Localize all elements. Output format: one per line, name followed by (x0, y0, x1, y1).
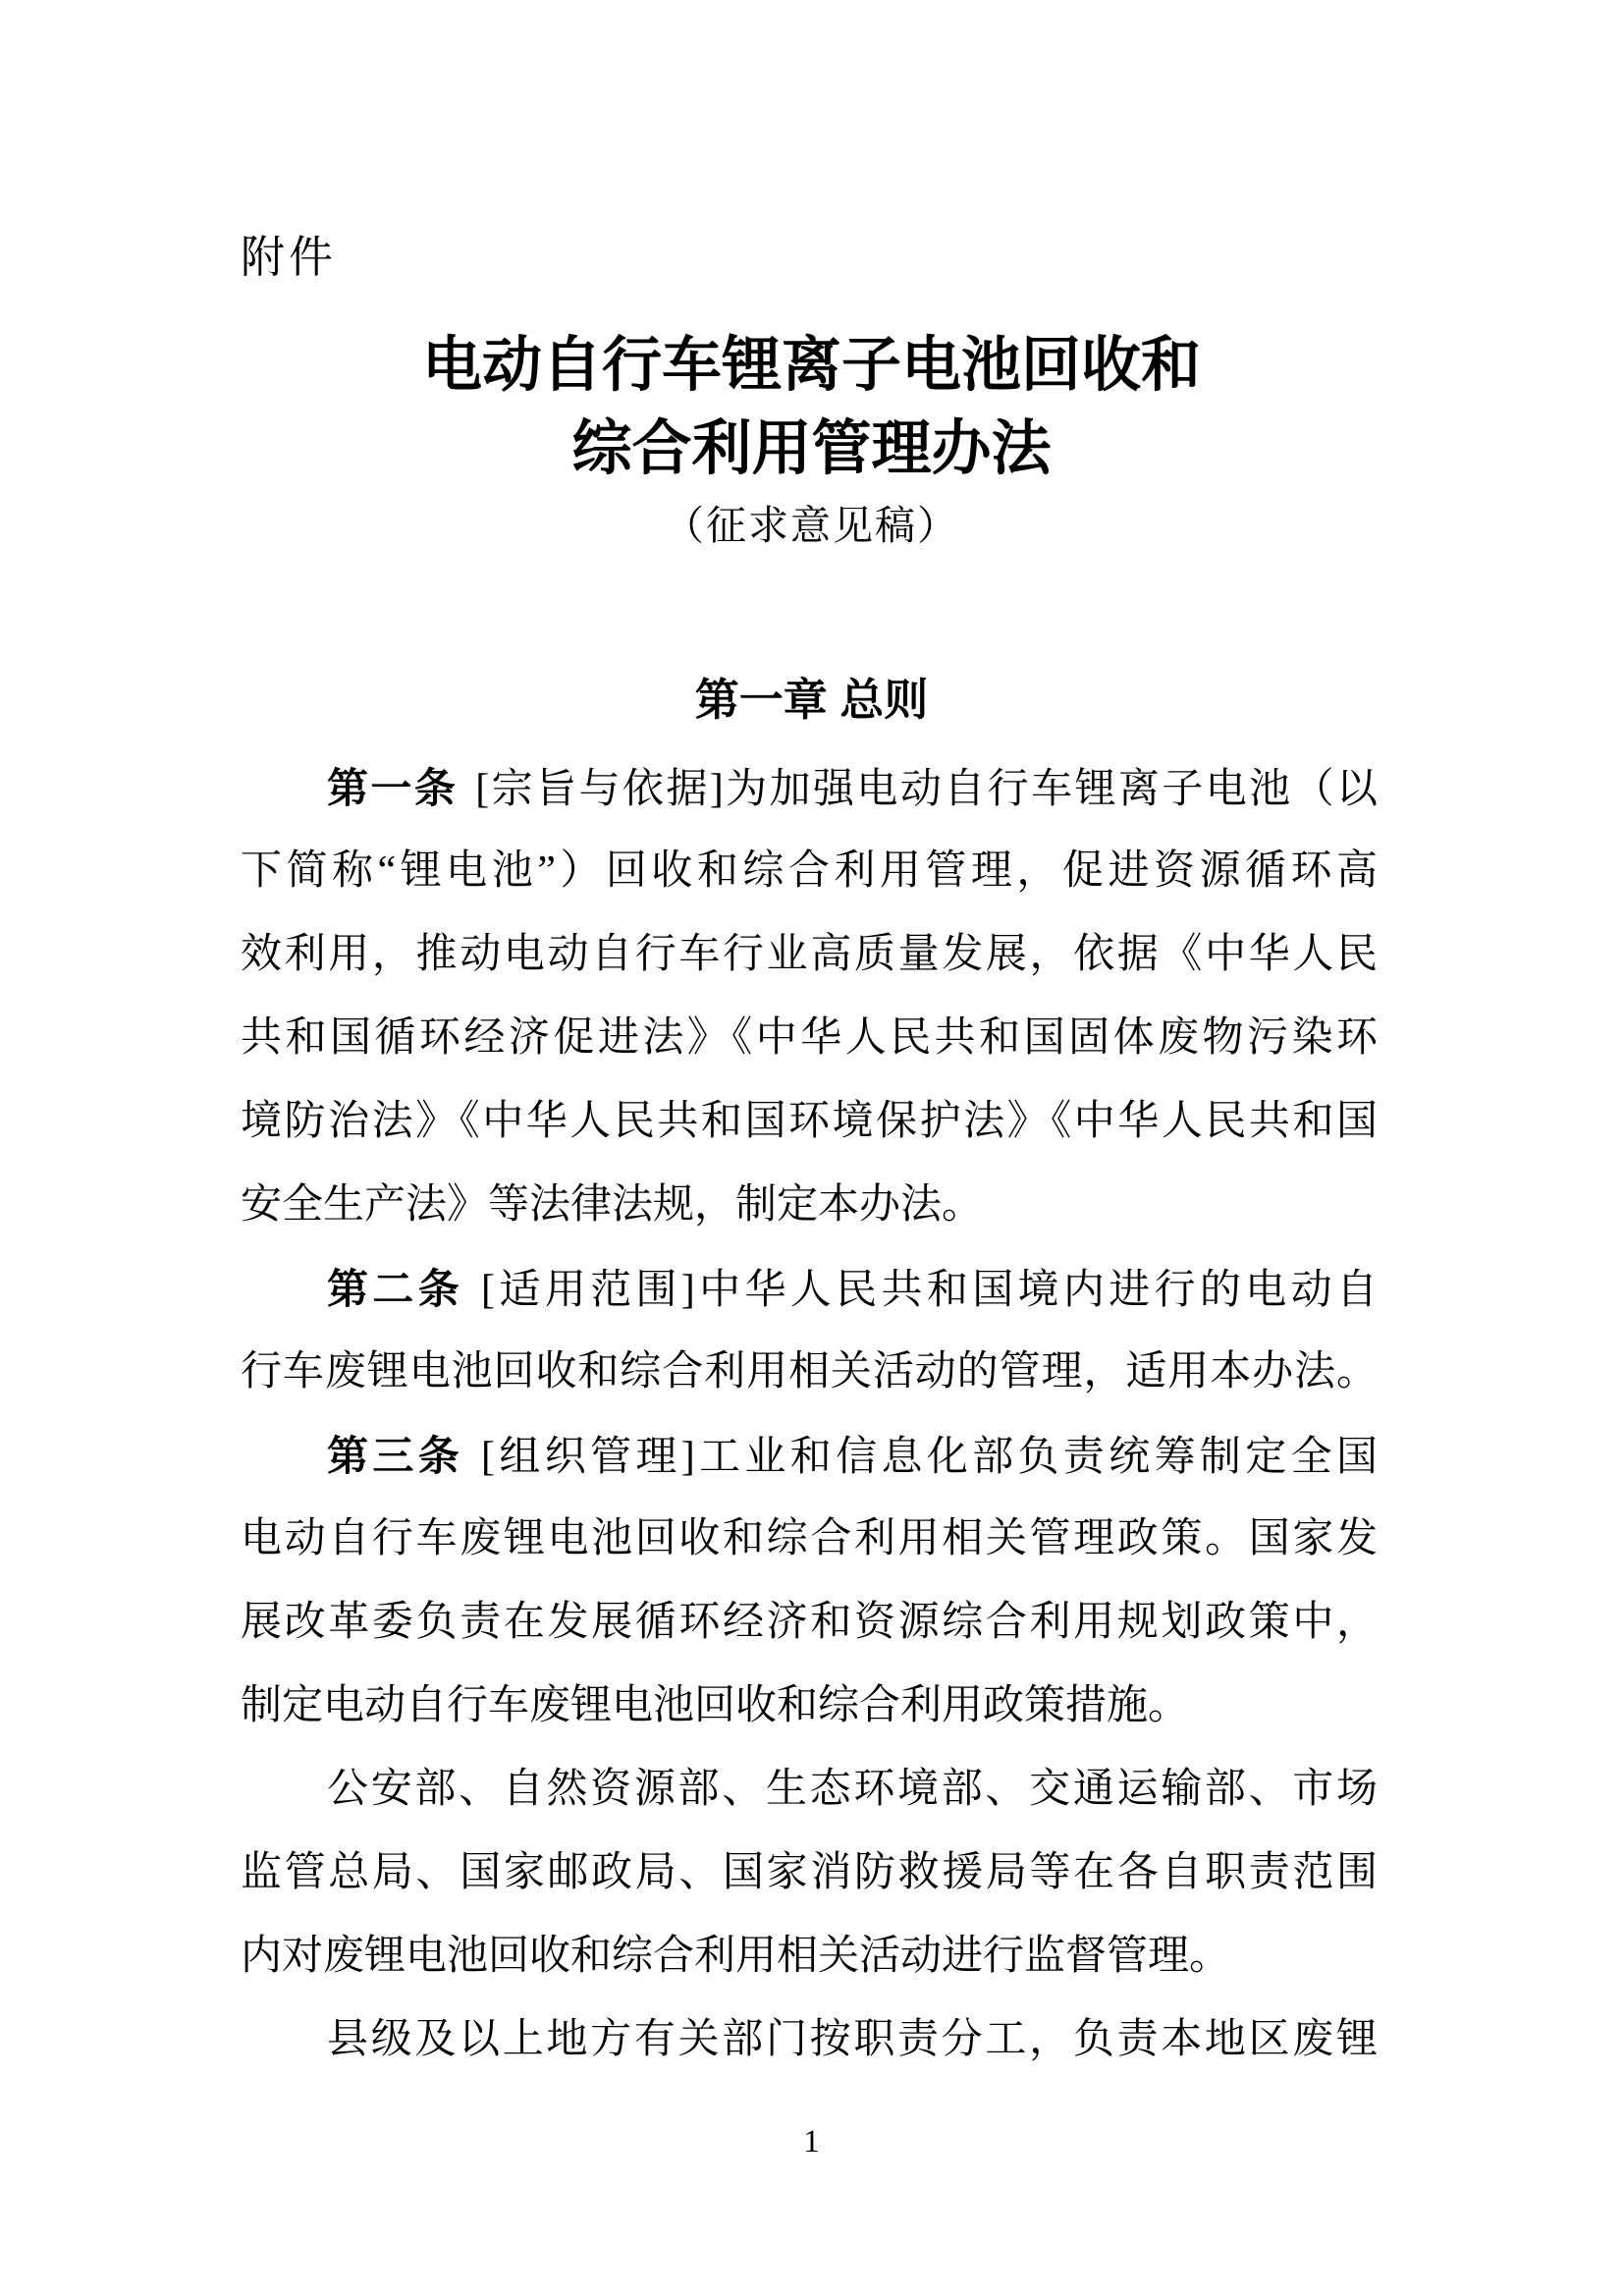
body-line: 县级及以上地方有关部门按职责分工，负责本地区废锂 (327, 2017, 1378, 2062)
page-number: 1 (803, 2124, 820, 2159)
title-line-2: 综合利用管理办法 (571, 416, 1052, 482)
body-line: 第二条 [适用范围]中华人民共和国境内进行的电动自 (327, 1266, 1378, 1313)
body-line: 展改革委负责在发展循环经济和资源综合利用规划政策中， (241, 1600, 1378, 1645)
article-number: 第三条 (327, 1433, 464, 1479)
article-number: 第二条 (327, 1266, 464, 1312)
body-line: 电动自行车废锂电池回收和综合利用相关管理政策。国家发 (241, 1516, 1378, 1561)
body-line: 行车废锂电池回收和综合利用相关活动的管理，适用本办法。 (241, 1349, 1378, 1394)
body-line: 安全生产法》等法律法规，制定本办法。 (241, 1182, 984, 1228)
body-line: 境防治法》《中华人民共和国环境保护法》《中华人民共和国 (241, 1099, 1378, 1144)
body-line: 效利用，推动电动自行车行业高质量发展，依据《中华人民 (241, 932, 1378, 977)
body-line: 共和国循环经济促进法》《中华人民共和国固体废物污染环 (241, 1015, 1378, 1061)
body-line: 内对废锂电池回收和综合利用相关活动进行监督管理。 (241, 1934, 1231, 1979)
body-text (241, 746, 1378, 2082)
body-line: 第一条 [宗旨与依据]为加强电动自行车锂离子电池（以 (327, 765, 1378, 812)
body-line: 公安部、自然资源部、生态环境部、交通运输部、市场 (327, 1767, 1378, 1812)
body-line: 第三条 [组织管理]工业和信息化部负责统筹制定全国 (327, 1433, 1378, 1480)
body-line: 制定电动自行车废锂电池回收和综合利用政策措施。 (241, 1683, 1190, 1728)
article-number: 第一条 (327, 765, 459, 811)
title-line-1: 电动自行车锂离子电池回收和 (421, 333, 1201, 399)
attachment-label: 附件 (241, 232, 338, 282)
document-subtitle: （征求意见稿） (664, 503, 959, 548)
chapter-heading: 第一章 总则 (694, 675, 929, 725)
document-title (0, 324, 1623, 491)
body-line: 监管总局、国家邮政局、国家消防救援局等在各自职责范围 (241, 1850, 1378, 1895)
body-line: 下简称“锂电池”）回收和综合利用管理，促进资源循环高 (241, 848, 1378, 894)
